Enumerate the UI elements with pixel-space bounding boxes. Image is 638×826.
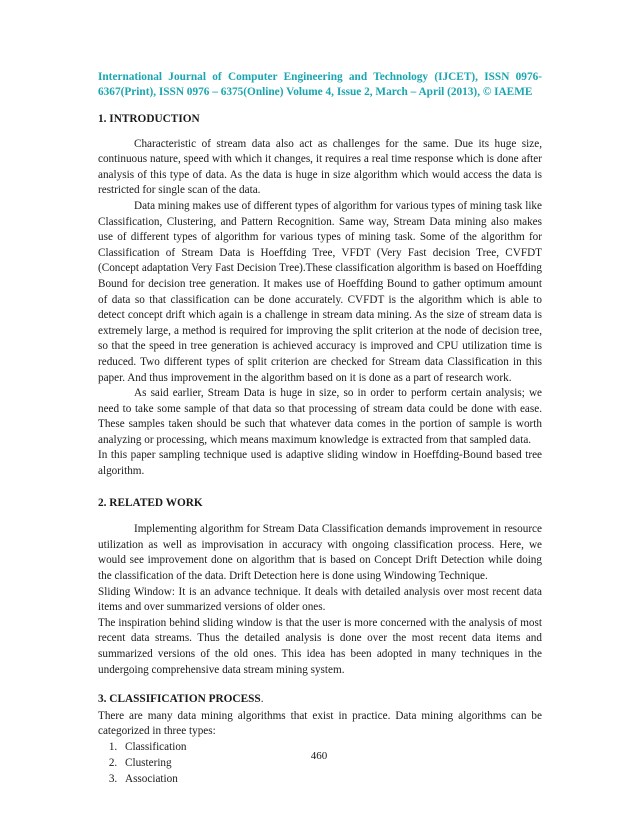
paper-page	[98, 70, 542, 787]
related-paragraph-1: Implementing algorithm for Stream Data Classification demands improvement in resource utilization as well as improvisation in accuracy with ongoing classification process. Here, we would see improvement done on algorithm that is based on Concept Drift Detection while doing the classification of the data. Drift Detection here is done using Windowing Technique.	[98, 523, 542, 583]
intro-paragraph-4: In this paper sampling technique used is adaptive sliding window in Hoeffding-Bound based tree algorithm.	[98, 449, 542, 478]
algorithm-types-list	[98, 740, 542, 787]
section-related-work	[98, 496, 542, 679]
list-item-clustering: 2. Clustering	[120, 756, 542, 772]
related-paragraph-3: The inspiration behind sliding window is that the user is more concerned with the analysis of most recent data streams. Thus the detailed analysis is done over the most recent data items and summarized versions of the old ones. This idea has been adopted in many techniques in the undergoing comprehensive data stream mining system.	[98, 616, 542, 676]
section-title-related-work: 2. RELATED WORK	[98, 496, 203, 509]
classification-paragraph: There are many data mining algorithms that exist in practice. Data mining algorithms can be categorized in three types:	[98, 709, 542, 738]
journal-header: International Journal of Computer Engineering and Technology (IJCET), ISSN 0976-6367(Print), ISSN 0976 – 6375(Online) Volume 4, Issue 2, March – April (2013), © IAEME	[98, 71, 542, 98]
intro-paragraph-3: As said earlier, Stream Data is huge in size, so in order to perform certain analysis; we need to take some sample of that data so that processing of stream data could be done with ease. These samples taken should be such that whatever data comes in the portion of sample is worth analyzing or processing, which means maximum knowledge is extracted from that sampled data.	[98, 387, 542, 446]
section-title-classification-text: 3. CLASSIFICATION PROCESS	[98, 693, 261, 706]
list-item-association: 3. Association	[120, 772, 542, 788]
page-number: 460	[310, 750, 328, 762]
intro-paragraph-2: Data mining makes use of different types of algorithm for various types of mining task like Classification, Clustering, and Pattern Recognition. Same way, Stream Data mining also makes use of different types of algorithm for various types of mining task. Some of the algorithm for Classification of Stream Data is Hoeffding Tree, VFDT (Very Fast decision Tree, CVFDT (Concept adaptation Very Fast Decision Tree).These classification algorithm is based on Hoeffding Bound for decision tree generation. It makes use of Hoeffding Bound to gather optimum amount of data so that classification can be done accurately. CVFDT is the algorithm which is able to detect concept drift which again is a challenge in stream data mining. As the size of stream data is extremely large, a method is required for improving the split criterion at the node of decision tree, so that the speed in tree generation is achieved accuracy is improved and CPU utilization time is reduced. Two different types of split criterion are checked for Stream data Classification in this paper. And thus improvement in the algorithm based on it is done as a part of research work.	[98, 199, 542, 384]
list-item-classification: 1. Classification	[120, 740, 542, 756]
section-introduction	[98, 112, 542, 480]
related-paragraph-2: Sliding Window: It is an advance technique. It deals with detailed analysis over most recent data items and over summarized versions of older ones.	[98, 585, 542, 614]
section-title-introduction: 1. INTRODUCTION	[98, 113, 200, 125]
section-classification-process	[98, 692, 542, 787]
section-title-classification	[98, 692, 542, 708]
intro-paragraph-1: Characteristic of stream data also act as challenges for the same. Due its huge size, continuous nature, speed with which it changes, it requires a real time response which is done after analysis of this type of data. As the data is huge in size algorithm which would access the data is restricted for single scan of the data.	[98, 137, 542, 197]
section-title-classification-period: .	[260, 693, 264, 706]
